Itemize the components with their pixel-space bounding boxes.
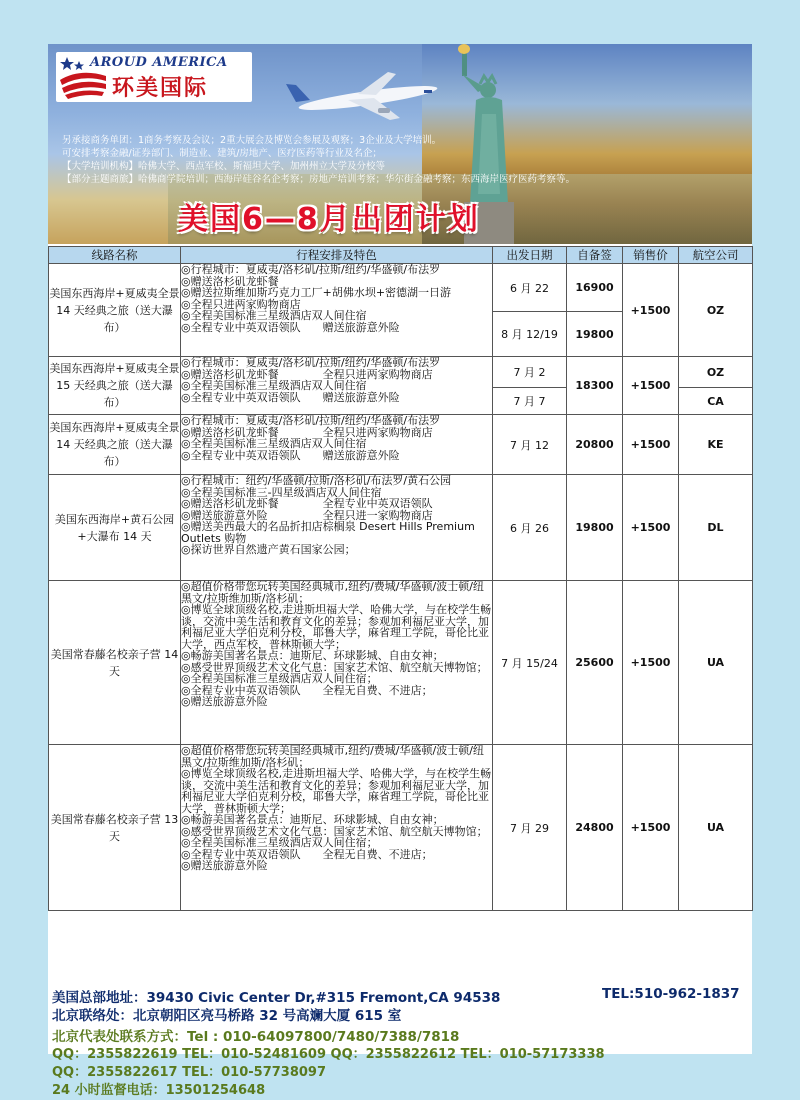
bullet-icon: ◎ — [181, 847, 191, 861]
table-row — [49, 581, 753, 745]
itinerary-item: ◎赠送洛杉矶龙虾餐 全程只进两家购物商店 — [181, 367, 433, 381]
bullet-icon: ◎ — [181, 437, 191, 450]
bullet-icon: ◎ — [181, 836, 191, 849]
qq-contact: QQ：2355822619 TEL：010-52481609 QQ：2355822612 TEL：010-57173338 — [52, 1047, 605, 1062]
bullet-icon: ◎ — [181, 474, 191, 487]
itinerary-item: ◎赠送美西最大的名品折扣店棕榈泉 Desert Hills Premium Outlets 购物 — [181, 520, 475, 545]
bullet-icon: ◎ — [181, 485, 191, 499]
bullet-icon: ◎ — [181, 497, 191, 510]
table-row — [49, 745, 753, 911]
airline: UA — [679, 581, 753, 745]
bullet-icon: ◎ — [181, 263, 191, 276]
itinerary — [181, 475, 493, 581]
bullet-icon: ◎ — [181, 744, 191, 757]
bullet-icon: ◎ — [181, 414, 191, 427]
itinerary-item: ◎全程专业中英双语领队 赠送旅游意外险 — [181, 390, 400, 404]
bullet-icon: ◎ — [181, 309, 191, 322]
bullet-icon: ◎ — [181, 297, 191, 311]
route-name: 美国东西海岸+夏威夷全景 15 天经典之旅（送大瀑布） — [49, 357, 181, 415]
bullet-icon: ◎ — [181, 660, 191, 674]
table-row — [49, 357, 753, 388]
itinerary-item: ◎感受世界顶级艺术文化气息：国家艺术馆、航空航天博物馆； — [181, 660, 488, 674]
bullet-icon: ◎ — [181, 367, 191, 381]
itinerary-item: ◎超值价格带您玩转美国经典城市,纽约/费城/华盛顿/波士顿/纽黑文/拉斯维加斯/洛杉矶； — [181, 580, 484, 605]
column-header: 行程安排及特色 — [181, 247, 493, 264]
departure-date: 7 月 29 — [493, 745, 567, 911]
itinerary-item: ◎全程美国标准三-四星级酒店双人间住宿 — [181, 485, 382, 499]
visa-price: 18300 — [567, 357, 623, 415]
itinerary-item: ◎赠送旅游意外险 — [181, 859, 268, 872]
itinerary-item: ◎赠送洛杉矶龙虾餐 全程只进两家购物商店 — [181, 425, 433, 439]
sale-price: +1500 — [623, 264, 679, 357]
bullet-icon: ◎ — [181, 580, 191, 593]
page-title: 美国6—8月出团计划 — [178, 202, 480, 237]
itinerary-item: ◎探访世界自然遗产黄石国家公园； — [181, 543, 356, 556]
sale-price: +1500 — [623, 745, 679, 911]
itinerary-item: ◎全程专业中英双语领队 赠送旅游意外险 — [181, 320, 400, 334]
sale-price: +1500 — [623, 357, 679, 415]
departure-date: 7 月 2 — [493, 357, 567, 388]
beijing-office-address: 北京联络处：北京朝阳区亮马桥路 32 号高斓大厦 615 室 — [52, 1008, 402, 1024]
route-name: 美国常春藤名校亲子营 13 天 — [49, 745, 181, 911]
itinerary-item: ◎全程美国标准三星级酒店双人间住宿 — [181, 379, 367, 392]
visa-price: 16900 — [567, 264, 623, 312]
visa-price: 20800 — [567, 415, 623, 475]
bullet-icon: ◎ — [181, 695, 191, 708]
tour-plan-table — [48, 246, 753, 911]
airline: OZ — [679, 264, 753, 357]
bullet-icon: ◎ — [181, 683, 191, 697]
column-header: 航空公司 — [679, 247, 753, 264]
column-header: 销售价 — [623, 247, 679, 264]
airline: OZ — [679, 357, 753, 388]
itinerary-item: ◎赠送旅游意外险 — [181, 695, 268, 708]
bullet-icon: ◎ — [181, 520, 191, 533]
table-row — [49, 415, 753, 475]
departure-date: 6 月 22 — [493, 264, 567, 312]
hq-phone: TEL:510-962-1837 — [602, 986, 740, 1002]
itinerary — [181, 357, 493, 415]
bullet-icon: ◎ — [181, 824, 191, 838]
itinerary-item: ◎感受世界顶级艺术文化气息：国家艺术馆、航空航天博物馆； — [181, 824, 488, 838]
bullet-icon: ◎ — [181, 813, 191, 826]
column-header: 自备签 — [567, 247, 623, 264]
banner-line: 【大学培训机构】哈佛大学、西点军校、斯福坦大学、加州州立大学及分校等 — [62, 161, 386, 172]
bullet-icon: ◎ — [181, 356, 191, 369]
bullet-icon: ◎ — [181, 274, 191, 288]
bullet-icon: ◎ — [181, 672, 191, 685]
itinerary-item: ◎行程城市：夏威夷/洛杉矶/拉斯/纽约/华盛顿/布法罗 — [181, 356, 441, 369]
sale-price: +1500 — [623, 415, 679, 475]
departure-date: 7 月 15/24 — [493, 581, 567, 745]
airplane-icon — [278, 64, 448, 124]
route-name: 美国东西海岸+夏威夷全景 14 天经典之旅（送大瀑布） — [49, 264, 181, 357]
itinerary-item: ◎赠送拉斯维加斯巧克力工厂+胡佛水坝+密德湖一日游 — [181, 286, 452, 299]
visa-price: 19800 — [567, 312, 623, 357]
itinerary-item: ◎全程专业中英双语领队 全程无自费、不进店； — [181, 847, 433, 861]
airline: UA — [679, 745, 753, 911]
itinerary-item: ◎超值价格带您玩转美国经典城市,纽约/费城/华盛顿/波士顿/纽黑文/拉斯维加斯/洛杉矶； — [181, 744, 484, 769]
bullet-icon: ◎ — [181, 286, 191, 299]
itinerary-item: ◎赠送洛杉矶龙虾餐 全程专业中英双语领队 — [181, 497, 433, 510]
banner — [48, 44, 752, 244]
itinerary-item: ◎博览全球顶级名校,走进斯坦福大学、哈佛大学，与在校学生畅谈，交流中美生活和教育文化的差异；参观加利福尼亚大学，加利福尼亚大学伯克利分校，耶鲁大学，麻省理工学院，哥伦比亚大学，普林斯顿大学； — [181, 767, 492, 815]
hotline: 24 小时监督电话：13501254648 — [52, 1083, 266, 1098]
table-row — [49, 475, 753, 581]
route-name: 美国东西海岸+黄石公园+大瀑布 14 天 — [49, 475, 181, 581]
visa-price: 24800 — [567, 745, 623, 911]
itinerary-item: ◎全程专业中英双语领队 全程无自费、不进店； — [181, 683, 433, 697]
bullet-icon: ◎ — [181, 603, 191, 616]
route-name: 美国常春藤名校亲子营 14 天 — [49, 581, 181, 745]
banner-line: 另承接商务单团：1商务考察及会议；2重大展会及博览会参展及观察；3企业及大学培训。 — [62, 135, 442, 146]
departure-date: 7 月 7 — [493, 388, 567, 415]
office-contact: 北京代表处联系方式：Tel : 010-64097800/7480/7388/7818 — [52, 1029, 460, 1045]
banner-description — [62, 134, 582, 186]
sale-price: +1500 — [623, 475, 679, 581]
logo-chinese: 环美国际 — [112, 76, 209, 101]
bullet-icon: ◎ — [181, 448, 191, 462]
itinerary-item: ◎畅游美国著名景点：迪斯尼、环球影城、自由女神； — [181, 649, 444, 662]
bullet-icon: ◎ — [181, 649, 191, 662]
itinerary-item: ◎畅游美国著名景点：迪斯尼、环球影城、自由女神； — [181, 813, 444, 826]
route-name: 美国东西海岸+夏威夷全景 14 天经典之旅（送大瀑布） — [49, 415, 181, 475]
logo — [56, 52, 252, 102]
bullet-icon: ◎ — [181, 508, 191, 522]
itinerary — [181, 581, 493, 745]
itinerary — [181, 415, 493, 475]
departure-date: 8 月 12/19 — [493, 312, 567, 357]
itinerary-item: ◎行程城市：纽约/华盛顿/拉斯/洛杉矶/布法罗/黄石公园 — [181, 474, 452, 487]
sale-price: +1500 — [623, 581, 679, 745]
airline: CA — [679, 388, 753, 415]
itinerary-item: ◎行程城市：夏威夷/洛杉矶/拉斯/纽约/华盛顿/布法罗 — [181, 414, 441, 427]
airline: KE — [679, 415, 753, 475]
itinerary-item: ◎博览全球顶级名校,走进斯坦福大学、哈佛大学，与在校学生畅谈，交流中美生活和教育文化的差异；参观加利福尼亚大学，加利福尼亚大学伯克利分校，耶鲁大学，麻省理工学院，哥伦比亚大学，西点军校，普林斯顿大学； — [181, 603, 492, 651]
bullet-icon: ◎ — [181, 859, 191, 872]
itinerary — [181, 264, 493, 357]
itinerary-item: ◎全程美国标准三星级酒店双人间住宿； — [181, 836, 378, 849]
itinerary-item: ◎赠送旅游意外险 全程只进一家购物商店 — [181, 508, 433, 522]
itinerary-item: ◎全程只进两家购物商店 — [181, 297, 301, 311]
bullet-icon: ◎ — [181, 767, 191, 780]
itinerary-item: ◎行程城市：夏威夷/洛杉矶/拉斯/纽约/华盛顿/布法罗 — [181, 263, 441, 276]
bullet-icon: ◎ — [181, 425, 191, 439]
qq-contact: QQ：2355822617 TEL：010-57738097 — [52, 1065, 327, 1080]
bullet-icon: ◎ — [181, 390, 191, 404]
departure-date: 6 月 26 — [493, 475, 567, 581]
itinerary — [181, 745, 493, 911]
table-row — [49, 264, 753, 312]
column-header: 出发日期 — [493, 247, 567, 264]
banner-line: 可安排考察金融/证券部门、制造业、建筑/房地产、医疗医药等行业及名企； — [62, 148, 382, 159]
airline: DL — [679, 475, 753, 581]
logo-english: AROUD AMERICA — [90, 55, 228, 70]
itinerary-item: ◎赠送洛杉矶龙虾餐 — [181, 274, 279, 288]
bullet-icon: ◎ — [181, 379, 191, 392]
flyer-page — [48, 44, 752, 1098]
table-header-row — [49, 247, 753, 264]
itinerary-item: ◎全程美国标准三星级酒店双人间住宿 — [181, 309, 367, 322]
visa-price: 19800 — [567, 475, 623, 581]
itinerary-item: ◎全程专业中英双语领队 赠送旅游意外险 — [181, 448, 400, 462]
itinerary-item: ◎全程美国标准三星级酒店双人间住宿； — [181, 672, 378, 685]
banner-line: 【部分主题商旅】哈佛商学院培训；西海岸硅谷名企考察；房地产培训考察；华尔街金融考察；东西海岸医疗医药考察等。 — [62, 174, 576, 185]
itinerary-item: ◎全程美国标准三星级酒店双人间住宿 — [181, 437, 367, 450]
hq-address: 美国总部地址：39430 Civic Center Dr,#315 Fremont,CA 94538 — [52, 990, 501, 1006]
bullet-icon: ◎ — [181, 543, 191, 556]
visa-price: 25600 — [567, 581, 623, 745]
column-header: 线路名称 — [49, 247, 181, 264]
bullet-icon: ◎ — [181, 320, 191, 334]
departure-date: 7 月 12 — [493, 415, 567, 475]
